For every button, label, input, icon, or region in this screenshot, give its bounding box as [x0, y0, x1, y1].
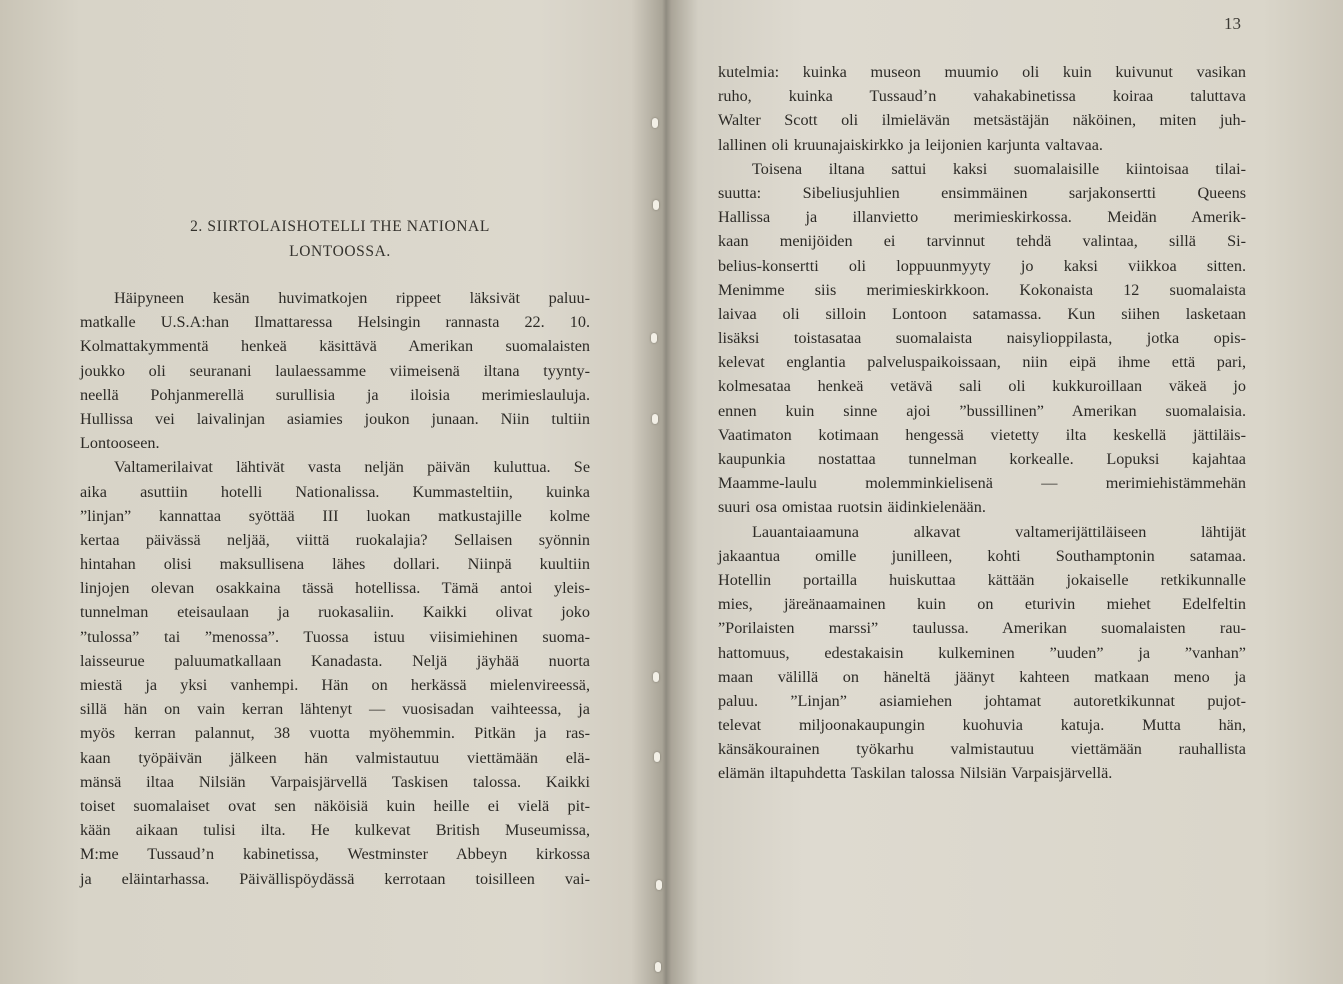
- right-page-text-line: Walter Scott oli ilmielävän metsästäjän näköinen, miten juh-: [718, 111, 1246, 130]
- right-page-text-line: lallinen oli kruunajaiskirkko ja leijonien karjunta valtavaa.: [718, 135, 1103, 154]
- right-page-text-line: maan välillä on häneltä jäänyt kahteen matkaan meno ja: [718, 667, 1246, 686]
- left-page-text-line: joukko oli seuranani laulaessamme viimeisenä iltana tyynty-: [80, 361, 590, 380]
- right-page-text-line: Hotellin portailla huiskuttaa kättään jokaiselle retkikunnalle: [718, 570, 1246, 589]
- right-page-text-line: känsäkourainen työkarhu valmistautuu viettämään rauhallista: [718, 740, 1246, 759]
- right-page-text-line: Maamme-laulu molemminkielisenä — merimiehistämmehän: [718, 474, 1246, 493]
- left-page-text-line: kertaa päivässä neljää, viittä ruokalajia? Sellaisen syönnin: [80, 530, 590, 549]
- right-page-text-line: ruho, kuinka Tussaud’n vahakabinetissa koiraa taluttava: [718, 87, 1246, 106]
- right-page-text-line: mies, järeänaamainen kuin on eturivin miehet Edelfeltin: [718, 595, 1246, 614]
- left-page-text-line: matkalle U.S.A:han Ilmattaressa Helsingin rannasta 22. 10.: [80, 313, 590, 332]
- left-page-text-line: ”linjan” kannattaa syöttää III luokan matkustajille kolme: [80, 506, 590, 525]
- left-page-text-line: kaan työpäivän jälkeen hän valmistautuu viettämään elä-: [80, 748, 590, 767]
- right-page-text-line: suuri osa omistaa ruotsin äidinkielenään.: [718, 498, 986, 517]
- right-page-text-line: kaupunkia nostattaa tunnelman korkealle. Lopuksi kajahtaa: [718, 450, 1246, 468]
- left-page-text-line: neellä Pohjanmerellä surullisia ja iloisia merimieslauluja.: [80, 385, 590, 404]
- chapter-title-line-1: 2. SIIRTOLAISHOTELLI THE NATIONAL: [190, 218, 490, 235]
- left-page-text-line: tunnelman eteisaulaan ja ruokasaliin. Kaikki olivat joko: [80, 603, 590, 622]
- left-page-text-line: ”tulossa” tai ”menossa”. Tuossa istuu viisimiehinen suoma-: [80, 627, 590, 646]
- left-page-text-line: Valtamerilaivat lähtivät vasta neljän päivän kuluttua. Se: [114, 458, 590, 477]
- binding-stitch: [652, 118, 658, 128]
- left-page-text-line: mänsä iltaa Nilsiän Varpaisjärvellä Taskisen talossa. Kaikki: [80, 772, 590, 791]
- right-page-text-line: jakaantua omille junilleen, kohti Southamptonin satamaa.: [718, 546, 1246, 565]
- right-page-text-line: kelevat englantia palveluspaikoissaan, niin eipä ihme että pari,: [718, 353, 1246, 372]
- left-page-text-line: Hullissa vei laivalinjan asiamies joukon junaan. Niin tultiin: [80, 409, 590, 428]
- binding-stitch: [654, 752, 660, 762]
- right-page-text-line: Lauantaiaamuna alkavat valtamerijättiläiseen lähtijät: [752, 522, 1246, 541]
- right-page-text: [718, 60, 1246, 786]
- right-page-text-line: ”Porilaisten marssi” taulussa. Amerikan suomalaisten rau-: [718, 619, 1246, 638]
- left-page-text-line: Kolmattakymmentä henkeä käsittävä Amerikan suomalaisten: [80, 337, 590, 356]
- left-page-text-line: laisseurue paluumatkallaan Kanadasta. Neljä jäyhää nuorta: [80, 651, 590, 670]
- right-page-text-line: laivaa oli silloin Lontoon satamassa. Kun siihen lasketaan: [718, 304, 1246, 323]
- right-page-text-line: hattomuus, edestakaisin kulkeminen ”uuden” ja ”vanhan”: [718, 643, 1246, 662]
- binding-stitch: [656, 880, 662, 890]
- left-page-text-line: kään aikaan tulisi ilta. He kulkevat British Museumissa,: [80, 821, 590, 840]
- right-page-text-line: lisäksi toistasataa suomalaista naisylioppilasta, jotka opis-: [718, 329, 1246, 348]
- left-page-text-line: hintahan olisi maksullisena lähes dollari. Niinpä kuultiin: [80, 555, 590, 574]
- right-page-text-line: Hallissa ja illanvietto merimieskirkossa. Meidän Amerik-: [718, 208, 1246, 227]
- page-number: 13: [1224, 14, 1241, 33]
- right-page-text-line: kutelmia: kuinka museon muumio oli kuin kuivunut vasikan: [718, 63, 1246, 81]
- right-page-text-line: Vaatimaton kotimaan hengessä vietetty ilta keskellä jättiläis-: [718, 425, 1246, 444]
- left-page-text: [80, 286, 590, 891]
- right-page-text-line: televat miljoonakaupungin kuohuvia katuja. Mutta hän,: [718, 716, 1246, 735]
- binding-stitch: [655, 962, 661, 972]
- left-page-text-line: myös kerran palannut, 38 vuotta myöhemmin. Pitkän ja ras-: [80, 724, 590, 743]
- left-page-text-line: ja eläintarhassa. Päivällispöydässä kerrotaan toisilleen vai-: [80, 869, 590, 888]
- right-page-text-line: Toisena iltana sattui kaksi suomalaisille kiintoisaa tilai-: [752, 159, 1246, 178]
- right-page-text-line: belius-konsertti oli loppuunmyyty jo kaksi viikkoa sitten.: [718, 256, 1246, 275]
- binding-stitch: [651, 333, 657, 343]
- binding-stitch: [652, 414, 658, 424]
- left-page-text-line: Häipyneen kesän huvimatkojen rippeet läksivät paluu-: [114, 289, 590, 307]
- left-page-text-line: toiset suomalaiset ovat sen näköisiä kuin heille ei vielä pit-: [80, 796, 590, 815]
- left-page-text-line: M:me Tussaud’n kabinetissa, Westminster Abbeyn kirkossa: [80, 845, 590, 864]
- right-page-text-line: elämän iltapuhdetta Taskilan talossa Nilsiän Varpaisjärvellä.: [718, 764, 1113, 783]
- left-page-text-line: aika asuttiin hotelli Nationalissa. Kummasteltiin, kuinka: [80, 482, 590, 501]
- right-page-text-line: kaan menijöiden ei tarvinnut tehdä valintaa, sillä Si-: [718, 232, 1246, 251]
- left-page-text-line: Lontooseen.: [80, 434, 160, 453]
- chapter-title: [100, 214, 580, 264]
- right-page: [664, 0, 1343, 984]
- right-page-text-line: suutta: Sibeliusjuhlien ensimmäinen sarjakonsertti Queens: [718, 183, 1246, 202]
- right-page-text-line: Menimme siis merimieskirkkoon. Kokonaista 12 suomalaista: [718, 280, 1246, 299]
- right-page-text-line: kolmesataa henkeä vetävä sali oli kukkuroillaan väkeä jo: [718, 377, 1246, 396]
- binding-stitch: [653, 200, 659, 210]
- chapter-title-line-2: LONTOOSSA.: [289, 243, 391, 260]
- right-page-text-line: ennen kuin sinne ajoi ”bussillinen” Amerikan suomalaisia.: [718, 401, 1246, 420]
- right-page-text-line: paluu. ”Linjan” asiamiehen johtamat autoretkikunnat pujot-: [718, 691, 1246, 710]
- left-page-text-line: linjojen olevan osakkaina tässä hotellissa. Tämä antoi yleis-: [80, 579, 590, 598]
- left-page: [0, 0, 648, 984]
- binding-stitch: [653, 672, 659, 682]
- left-page-text-line: miestä ja yksi vanhempi. Hän on herkässä mielenvireessä,: [80, 676, 590, 694]
- left-page-text-line: sillä hän on vain kerran lähtenyt — vuosisadan vaihteessa, ja: [80, 700, 590, 719]
